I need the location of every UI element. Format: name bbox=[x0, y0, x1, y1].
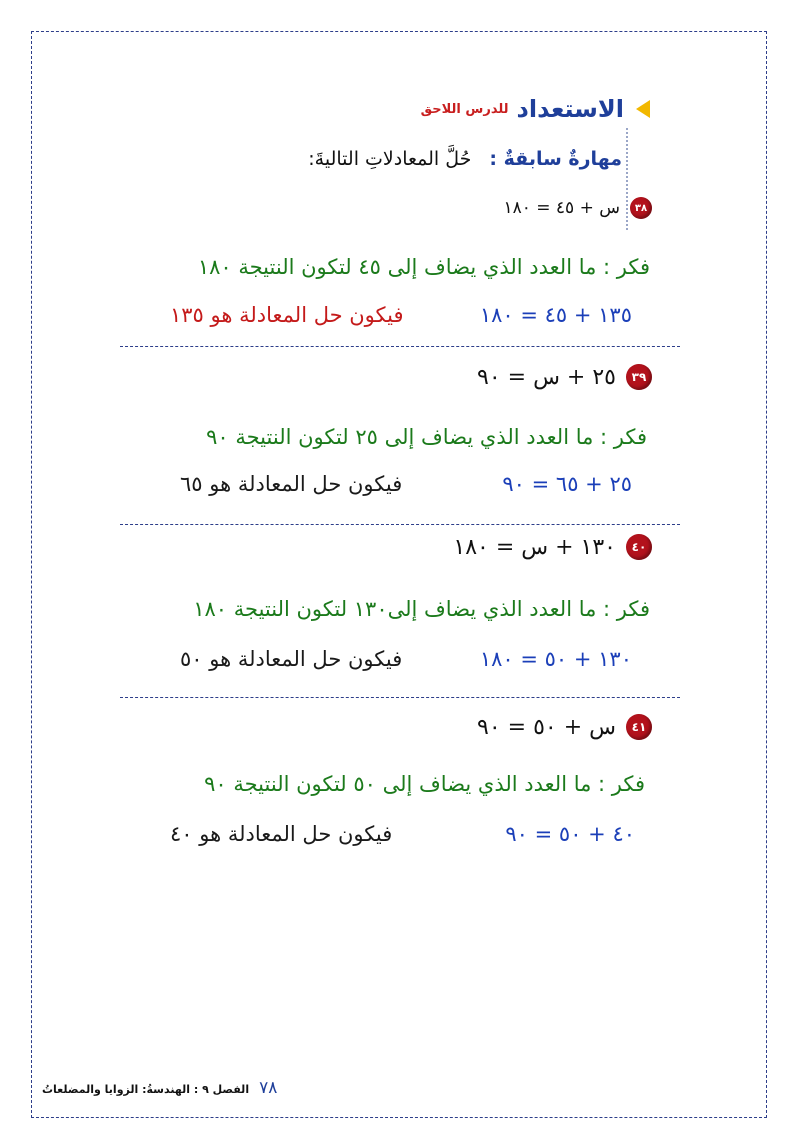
solution-text: فيكون حل المعادلة هو ٥٠ bbox=[180, 647, 403, 671]
skill-instruction: حُلَّ المعادلاتِ التاليةَ: bbox=[308, 148, 472, 170]
think-text: فكر : ما العدد الذي يضاف إلى ٥٠ لتكون النتيجة ٩٠ bbox=[204, 772, 645, 796]
header-title: الاستعداد bbox=[516, 95, 624, 123]
problem-number-badge: ٤٠ bbox=[626, 534, 652, 560]
section-header bbox=[421, 95, 650, 123]
problem-number-badge: ٣٩ bbox=[626, 364, 652, 390]
equation: س + ٥٠ = ٩٠ bbox=[477, 714, 616, 740]
header-subtitle: للدرس اللاحق bbox=[420, 101, 509, 117]
solution-equation: ٤٠ + ٥٠ = ٩٠ bbox=[505, 822, 635, 846]
skill-label: مهارةٌ سابقةٌ : bbox=[489, 148, 622, 170]
solution-equation: ٢٥ + ٦٥ = ٩٠ bbox=[502, 472, 632, 496]
separator-line bbox=[120, 346, 680, 347]
think-text: فكر : ما العدد الذي يضاف إلى١٣٠ لتكون النتيجة ١٨٠ bbox=[193, 597, 650, 621]
solution-text: فيكون حل المعادلة هو ٦٥ bbox=[180, 472, 403, 496]
solution-text: فيكون حل المعادلة هو ١٣٥ bbox=[170, 303, 404, 327]
problem-number-badge: ٣٨ bbox=[630, 197, 652, 219]
chapter-title: الفصل ٩ : الهندسةُ: الزوايا والمضلعاتُ bbox=[42, 1083, 250, 1096]
problem-number-badge: ٤١ bbox=[626, 714, 652, 740]
equation: س + ٤٥ = ١٨٠ bbox=[503, 198, 620, 218]
separator-line bbox=[120, 524, 680, 525]
problem-38-equation bbox=[503, 197, 652, 219]
think-text: فكر : ما العدد الذي يضاف إلى ٤٥ لتكون النتيجة ١٨٠ bbox=[197, 255, 650, 279]
separator-line bbox=[120, 697, 680, 698]
skill-line bbox=[308, 148, 622, 170]
problem-41-equation bbox=[477, 714, 652, 740]
page-footer bbox=[42, 1078, 277, 1098]
think-text: فكر : ما العدد الذي يضاف إلى ٢٥ لتكون النتيجة ٩٠ bbox=[206, 425, 647, 449]
solution-equation: ١٣٥ + ٤٥ = ١٨٠ bbox=[479, 303, 632, 327]
problem-40-equation bbox=[453, 534, 652, 560]
solution-text: فيكون حل المعادلة هو ٤٠ bbox=[170, 822, 393, 846]
arrow-icon bbox=[636, 100, 650, 118]
equation: ٢٥ + س = ٩٠ bbox=[477, 364, 616, 390]
problem-39-equation bbox=[477, 364, 652, 390]
equation: ١٣٠ + س = ١٨٠ bbox=[453, 534, 616, 560]
page-border bbox=[31, 31, 767, 1118]
page-number: ٧٨ bbox=[259, 1078, 278, 1098]
solution-equation: ١٣٠ + ٥٠ = ١٨٠ bbox=[479, 647, 632, 671]
